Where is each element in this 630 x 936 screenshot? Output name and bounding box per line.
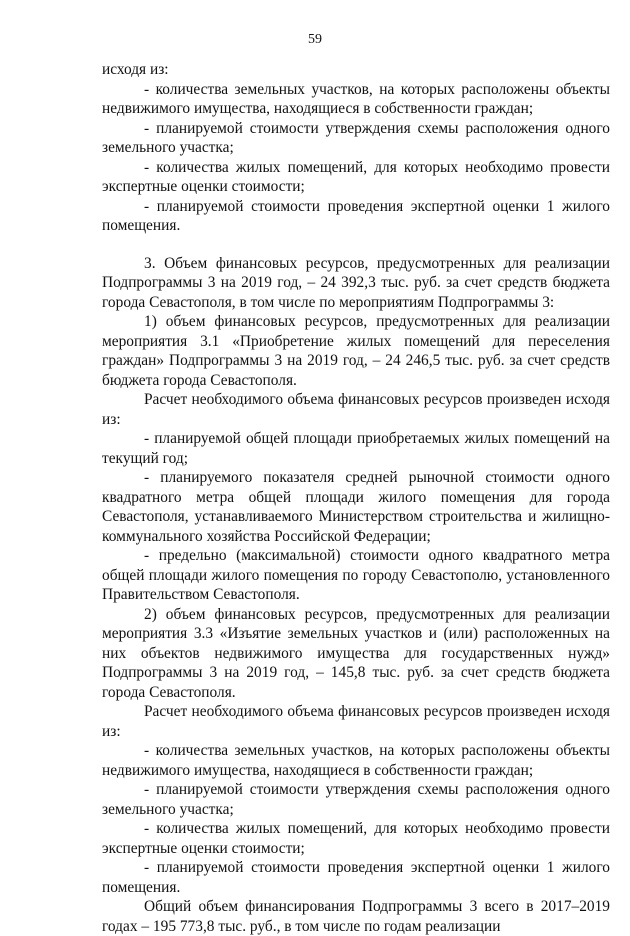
paragraph-gap <box>102 236 610 254</box>
list-item: - количества земельных участков, на которых расположены объекты недвижимого имущества, находящиеся в собственности граждан; <box>102 80 610 117</box>
paragraph: исходя из: <box>102 61 169 78</box>
list-item: - количества жилых помещений, для которых необходимо провести экспертные оценки стоимости; <box>102 820 610 857</box>
list-item: - количества земельных участков, на которых расположены объекты недвижимого имущества, находящиеся в собственности граждан; <box>102 742 610 779</box>
paragraph: 2) объем финансовых ресурсов, предусмотренных для реализации мероприятия 3.3 «Изъятие земельных участков и (или) расположенных на них объектов недвижимого имущества для государственных нужд» Подпрограммы 3 на 2019 год, – 145,8 тыс. руб. за счет средств бюджета города Севастополя. <box>102 605 610 701</box>
list-item: - планируемого показателя средней рыночной стоимости одного квадратного метра общей площади жилого помещения для города Севастополя, устанавливаемого Министерством строительства и жилищно-коммунального хозяйства Российской Федерации; <box>102 469 610 545</box>
list-item: - планируемой стоимости утверждения схемы расположения одного земельного участка; <box>102 119 610 156</box>
list-item: - планируемой стоимости утверждения схемы расположения одного земельного участка; <box>102 781 610 818</box>
list-item: - планируемой общей площади приобретаемых жилых помещений на текущий год; <box>102 430 610 467</box>
paragraph: Расчет необходимого объема финансовых ресурсов произведен исходя из: <box>102 703 610 740</box>
document-body <box>102 60 610 936</box>
list-item: - предельно (максимальной) стоимости одного квадратного метра общей площади жилого помещения по городу Севастополю, установленного Правительством Севастополя. <box>102 547 610 603</box>
list-item: - планируемой стоимости проведения экспертной оценки 1 жилого помещения. <box>102 859 610 896</box>
list-item: - количества жилых помещений, для которых необходимо провести экспертные оценки стоимости; <box>102 158 610 195</box>
paragraph: 1) объем финансовых ресурсов, предусмотренных для реализации мероприятия 3.1 «Приобретение жилых помещений для переселения граждан» Подпрограммы 3 на 2019 год, – 24 246,5 тыс. руб. за счет средств бюджета города Севастополя. <box>102 313 610 389</box>
paragraph: Расчет необходимого объема финансовых ресурсов произведен исходя из: <box>102 391 610 428</box>
list-item: - планируемой стоимости проведения экспертной оценки 1 жилого помещения. <box>102 197 610 234</box>
paragraph: Общий объем финансирования Подпрограммы 3 всего в 2017–2019 годах – 195 773,8 тыс. руб., в том числе по годам реализации <box>102 898 610 935</box>
section-paragraph: 3. Объем финансовых ресурсов, предусмотренных для реализации Подпрограммы 3 на 2019 год, – 24 392,3 тыс. руб. за счет средств бюджета города Севастополя, в том числе по мероприятиям Подпрограммы 3: <box>102 254 610 311</box>
page-number: 59 <box>308 32 322 47</box>
